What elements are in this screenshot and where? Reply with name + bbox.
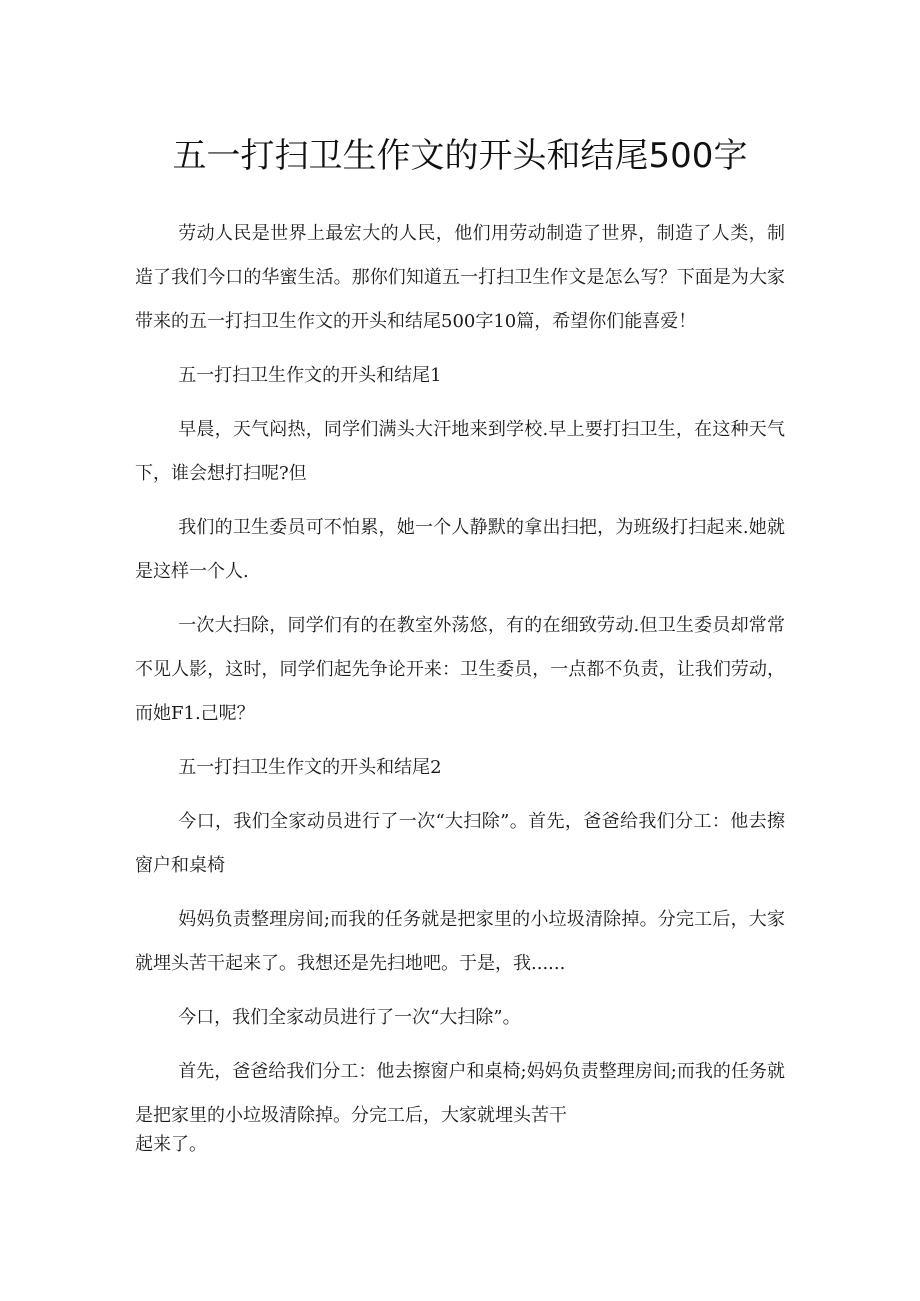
intro-paragraph: 劳动人民是世界上最宏大的人民，他们用劳动制造了世界，制造了人类，制造了我们今口的华蜜生活。那你们知道五一打扫卫生作文是怎么写？下面是为大家带来的五一打扫卫生作文的开头和结尾500字10篇，希望你们能喜爱！ [135, 223, 785, 332]
section-heading-1: 五一打扫卫生作文的开头和结尾1 [178, 365, 442, 386]
paragraph-7: 首先，爸爸给我们分工：他去擦窗户和桌椅;妈妈负责整理房间;而我的任务就是把家里的小垃圾清除掉。分完工后，大家就埋头苦干 [135, 1061, 785, 1126]
paragraph-5: 妈妈负责整理房间;而我的任务就是把家里的小垃圾清除掉。分完工后，大家就埋头苦干起来了。我想还是先扫地吧。于是，我...... [135, 909, 785, 974]
paragraph-4: 今口，我们全家动员进行了一次“大扫除”。首先，爸爸给我们分工：他去擦窗户和桌椅 [135, 811, 785, 876]
paragraph-2: 我们的卫生委员可不怕累，她一个人静默的拿出扫把，为班级打扫起来.她就是这样一个人. [135, 517, 785, 582]
paragraph-6: 今口，我们全家动员进行了一次“大扫除”。 [178, 1007, 521, 1028]
paragraph-3: 一次大扫除，同学们有的在教室外荡悠，有的在细致劳动.但卫生委员却常常不见人影，这时，同学们起先争论开来：卫生委员，一点都不负责，让我们劳动，而她F1.己呢？ [135, 615, 785, 724]
paragraph-1: 早晨，天气闷热，同学们满头大汗地来到学校.早上要打扫卫生，在这种天气下，谁会想打扫呢?但 [135, 419, 785, 484]
document-body [135, 212, 785, 1160]
document-title: 五一打扫卫生作文的开头和结尾500字 [172, 136, 748, 176]
paragraph-7-tail: 起来了。 [135, 1134, 207, 1155]
section-heading-2: 五一打扫卫生作文的开头和结尾2 [178, 757, 442, 778]
